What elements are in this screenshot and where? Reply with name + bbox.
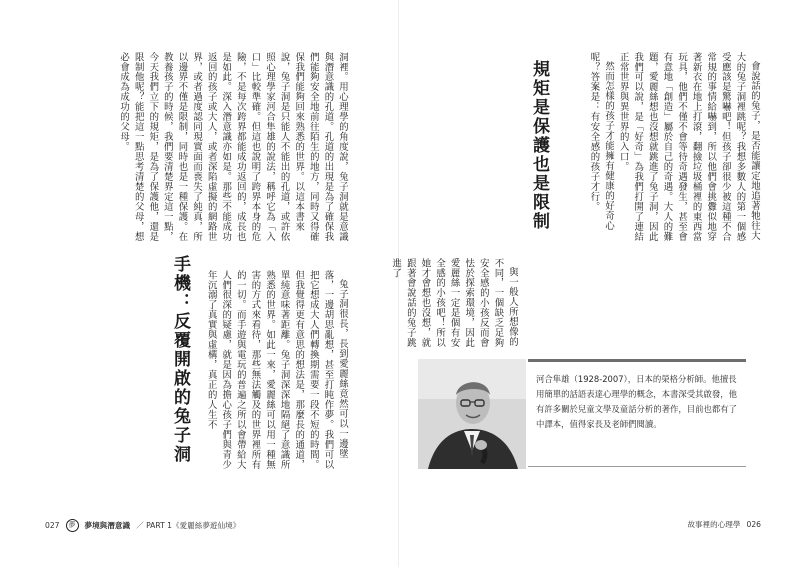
left-part-title: ／ PART 1《愛麗絲夢遊仙境》 [136,521,241,530]
right-running-title: 故事裡的心理學 [687,520,741,529]
right-lower-paragraph: 與一般人所想像的不同，一個缺乏足夠安全感的小孩反而會怯於探索環境，因此愛麗絲一定是個有安全感的小孩吧！所以她才會想也沒想，就跟著會說話的兔子跳進了 [390,258,518,348]
right-footer [687,519,761,530]
right-lower-text [390,258,519,348]
left-page [0,0,399,567]
left-lower-paragraph: 兔子洞很長，長到愛麗絲竟然可以一邊墜落，一邊胡思亂想，甚至打盹作夢。我們可以把它想成大人們轉換期需要一段不短的時間。但我覺得更有意思的想法是，那麼長的通道，單純意味著距離。兔子洞深深地隔絕了意識所熟悉的世界。如此一來，愛麗絲可以用一種無害的方式來看待，那些無法觸及的世界裡所有的一切。而手遊與電玩的普遍之所以會帶給大人們很深的疑慮，就是因為擔心孩子們與青少年沉溺了真實與虛構，真正的人生不 [205,270,348,470]
left-upper-text [43,52,349,250]
right-upper-paragraph-2: 然而怎樣的孩子才能擁有健康的好奇心呢？答案是：有安全感的孩子才行。 [588,52,615,232]
caption-top-rule [528,359,746,362]
photo-caption: 河合隼雄（1928-2007），日本的榮格分析師。他擅長用簡單的話語表達心理學的概念，本書深受其啟發，他有許多關於兒童文學及童話分析的著作，目前也都有了中譯本，值得家長及老師們閱讀。 [536,374,737,429]
badge-glyph: 夢 [68,521,76,529]
right-upper-text [531,52,761,250]
section-heading-phone: 手機：反覆開啟的兔子洞 [170,255,190,464]
left-series-title: 夢境與潛意識 [84,521,131,530]
caption-bottom-rule [528,466,746,467]
section-heading-rules: 規矩是保護也是限制 [529,60,549,231]
portrait-illustration [418,359,526,469]
right-page-number: 026 [746,520,761,529]
circle-badge-icon [66,519,79,532]
right-upper-paragraph-1: 會說話的兔子，是否能讓定地追著牠往大大的兔子洞裡跳呢？我想多數人的第一個感受應該是驚嚇吧！但孩子卻很少被這種不合常規的事情給嚇到，所以他們會挑釁似地穿著新衣在地上打滾，翻撿垃圾桶裡的東西當玩具，他們不僅不會等待奇遇發生，甚至會有意地「創造」屬於自己的奇遇。大人的難題，愛麗絲想也沒想就跳進了兔子洞，因此我們可以說，是「好奇」為我們打開了連結正常世界與異世界的入口。 [617,52,760,242]
left-upper-paragraph: 洞裡。用心理學的角度說，兔子洞就是意識與潛意識的孔道。孔道的出現是為了確保我們能夠安全地前往陌生的地方，同時又得確保我們能夠回來熟悉的世界。以這本書來說，兔子洞是只能人不能出的孔道，或許依照心理學家河合隼雄的說法，稱呼它為「入口」比較準確。但這也說明了跨界本身的危險，不是每次跨界都能成功返回的，成長也是如此。深入潛意識亦如是。那些不能成功返回的孩子或大人，或者深陷虛擬的網路世界，或者過度認同現實面而喪失了純真，所以邊界不僅是限制，同時也是一種保護。在教養孩子的時候，我們要清楚界定這一點，今天我們立下的規矩，是為了保護他，還是限制他呢？能把這一點思考清楚的父母，想必會成為成功的父母。 [118,52,348,242]
left-lower-text [159,270,349,475]
left-page-number: 027 [45,521,60,530]
right-page [390,0,799,567]
left-footer [45,519,240,532]
portrait-photo [418,359,526,469]
